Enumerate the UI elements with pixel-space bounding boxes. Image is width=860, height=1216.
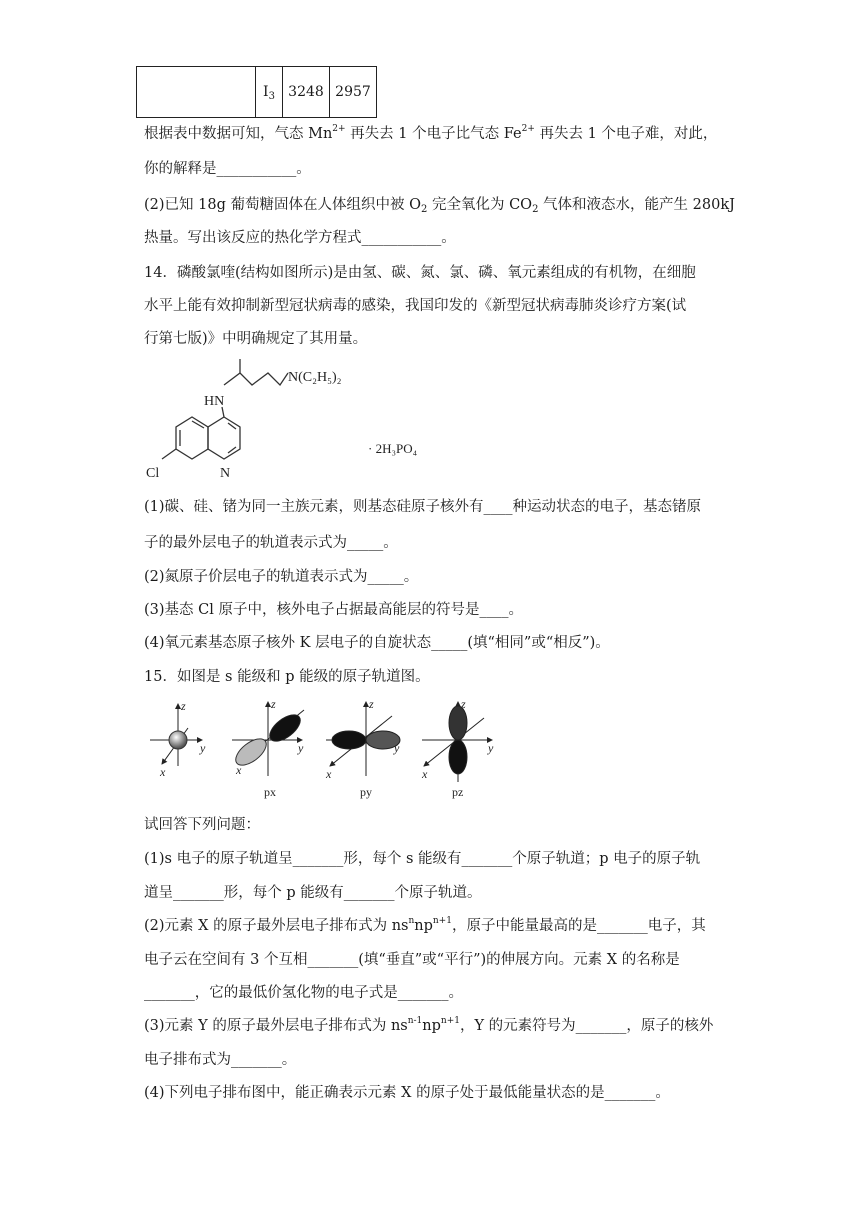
- question-15: 15．如图是 s 能级和 p 能级的原子轨道图。: [144, 669, 430, 685]
- text-line: 你的解释是___________。: [144, 161, 311, 177]
- table-symbol: $I_3$: [256, 67, 283, 118]
- text-line: (3)元素 Y 的原子最外层电子排布式为 $ns^{n-1}np^{n+1}$，Y 的元素符号为_______，原子的核外: [144, 1016, 714, 1034]
- text-line: (2)氮原子价层电子的轨道表示式为_____。: [144, 569, 419, 585]
- text-line: (2)元素 X 的原子最外层电子排布式为 $ns^nnp^{n+1}$，原子中能量最高的是_______电子，其: [144, 916, 706, 934]
- axis-label-y: y: [394, 741, 400, 755]
- text-line: (2)已知 18g 葡萄糖固体在人体组织中被 $O_2$ 完全氧化为 $CO_2$ 气体和液态水，能产生 280kJ: [144, 197, 735, 215]
- amine-group-label: N(C₂H₅)₂: [288, 370, 342, 385]
- px-orbital: [231, 702, 304, 776]
- text-line: 水平上能有效抑制新型冠状病毒的感染，我国印发的《新型冠状病毒肺炎诊疗方案(试: [144, 298, 687, 314]
- phosphate-salt-label: · 2H₃PO₄: [368, 441, 418, 456]
- text-line: 电子云在空间有 3 个互相_______(填“垂直”或“平行”)的伸展方向。元素 X 的名称是: [144, 952, 680, 968]
- axis-label-y: y: [488, 741, 494, 755]
- text-line: (3)基态 Cl 原子中，核外电子占据最高能层的符号是____。: [144, 602, 523, 618]
- text-line: (4)氧元素基态原子核外 K 层电子的自旋状态_____(填“相同”或“相反”)。: [144, 635, 610, 651]
- text-line: (1)s 电子的原子轨道呈_______形，每个 s 能级有_______个原子轨道；p 电子的原子轨: [144, 851, 701, 867]
- chloroquine-structure-diagram: [140, 355, 470, 490]
- axis-label-y: y: [200, 741, 206, 755]
- ionization-table: [136, 66, 377, 118]
- hn-label: HN: [204, 394, 225, 409]
- orbital-diagram: [140, 698, 520, 802]
- n-label: N: [220, 466, 231, 481]
- axis-label-z: z: [181, 699, 186, 713]
- table-value-fe: 2957: [330, 67, 377, 118]
- cl-label: Cl: [146, 466, 160, 481]
- axis-label-z: z: [271, 698, 276, 711]
- py-label: py: [360, 785, 372, 799]
- table-value-mn: 3248: [283, 67, 330, 118]
- axis-label-x: x: [160, 765, 166, 779]
- axis-label-x: x: [236, 763, 242, 777]
- axis-label-y: y: [298, 741, 304, 755]
- text-line: 电子排布式为_______。: [144, 1052, 297, 1068]
- text-line: 道呈_______形，每个 p 能级有_______个原子轨道。: [144, 885, 482, 901]
- text-line: (4)下列电子排布图中，能正确表示元素 X 的原子处于最低能量状态的是_______。: [144, 1085, 670, 1101]
- pz-label: pz: [452, 785, 464, 799]
- axis-label-x: x: [422, 767, 428, 781]
- pz-orbital: [422, 702, 492, 782]
- text-line: 根据表中数据可知，气态 $Mn^{2+}$ 再失去 1 个电子比气态 $Fe^{2+}$ 再失去 1 个电子难，对此，: [144, 124, 718, 142]
- text-line: 行第七版)》中明确规定了其用量。: [144, 331, 368, 347]
- text-line: (1)碳、硅、锗为同一主族元素，则基态硅原子核外有____种运动状态的电子，基态锗原: [144, 499, 702, 515]
- text-line: 热量。写出该反应的热化学方程式___________。: [144, 230, 456, 246]
- s-orbital: [150, 704, 202, 766]
- axis-label-x: x: [326, 767, 332, 781]
- table-row-label: [137, 67, 256, 118]
- axis-label-z: z: [369, 698, 374, 711]
- px-label: px: [264, 785, 276, 799]
- text-line: 试回答下列问题：: [144, 817, 260, 833]
- py-orbital: [326, 702, 400, 776]
- axis-label-z: z: [461, 698, 466, 711]
- text-line: _______，它的最低价氢化物的电子式是_______。: [144, 985, 463, 1001]
- question-14: 14．磷酸氯喹(结构如图所示)是由氢、碳、氮、氯、磷、氧元素组成的有机物，在细胞: [144, 265, 696, 281]
- text-line: 子的最外层电子的轨道表示式为_____。: [144, 535, 398, 551]
